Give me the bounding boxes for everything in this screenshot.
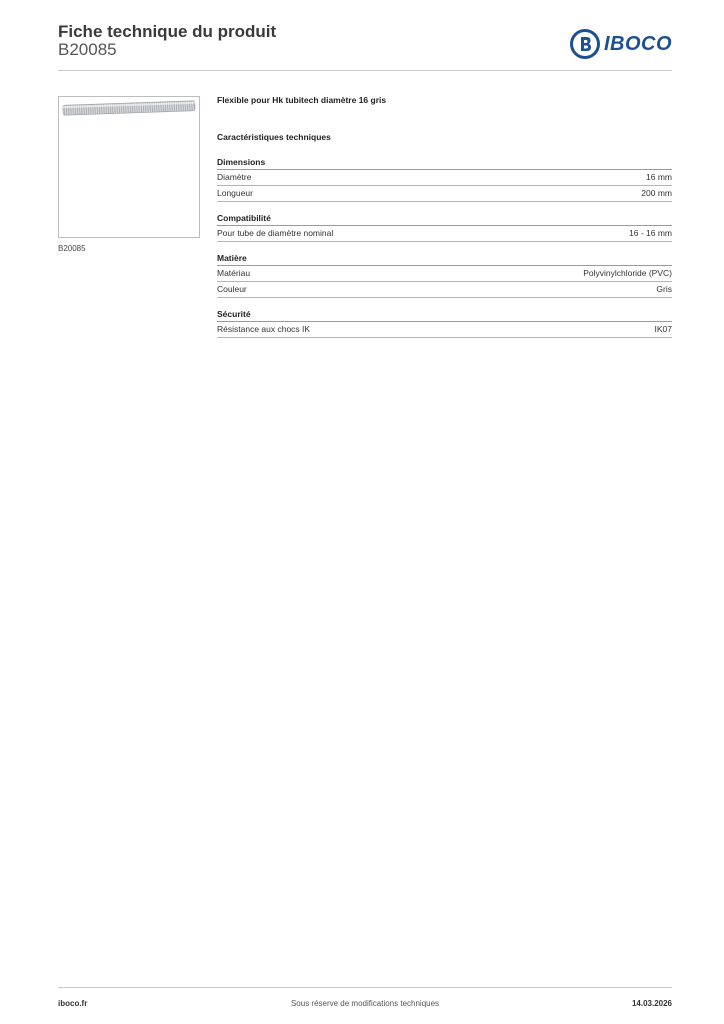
- spec-row: [217, 322, 672, 338]
- iboco-logo-icon: [570, 29, 600, 59]
- page-footer: [58, 987, 672, 1012]
- spec-value: IK07: [654, 324, 672, 334]
- group-title: Dimensions: [217, 157, 672, 170]
- page-title: Fiche technique du produit: [58, 22, 277, 41]
- footer-website: iboco.fr: [58, 999, 88, 1008]
- spec-row: [217, 282, 672, 298]
- product-code: B20085: [58, 40, 117, 59]
- spec-row: [217, 170, 672, 186]
- spec-row: [217, 186, 672, 202]
- group-material: [217, 253, 672, 298]
- spec-label: Longueur: [217, 188, 253, 198]
- section-title: Caractéristiques techniques: [217, 132, 331, 142]
- spec-value: 16 - 16 mm: [629, 228, 672, 238]
- logo-text: IBOCO: [603, 32, 672, 55]
- spec-label: Matériau: [217, 268, 251, 278]
- group-title: Matière: [217, 253, 672, 266]
- product-title: Flexible pour Hk tubitech diamètre 16 gris: [217, 95, 387, 105]
- spec-value: Gris: [656, 284, 672, 294]
- iboco-logo: [570, 28, 672, 60]
- spec-row: [217, 226, 672, 242]
- footer-date: 14.03.2026: [631, 999, 672, 1008]
- spec-label: Diamètre: [217, 172, 252, 182]
- group-safety: [217, 309, 672, 338]
- spec-row: [217, 266, 672, 282]
- flexible-tube-image: [59, 97, 199, 237]
- image-caption: B20085: [58, 244, 86, 253]
- product-image: [58, 96, 200, 238]
- page-header: [58, 22, 672, 71]
- group-title: Compatibilité: [217, 213, 672, 226]
- spec-label: Couleur: [217, 284, 247, 294]
- spec-label: Résistance aux chocs IK: [217, 324, 311, 334]
- spec-label: Pour tube de diamètre nominal: [217, 228, 334, 238]
- spec-value: 200 mm: [641, 188, 672, 198]
- spec-value: 16 mm: [646, 172, 672, 182]
- group-compatibility: [217, 213, 672, 242]
- footer-note: Sous réserve de modifications techniques: [290, 999, 440, 1008]
- group-dimensions: [217, 157, 672, 202]
- group-title: Sécurité: [217, 309, 672, 322]
- spec-content: [217, 95, 672, 349]
- spec-value: Polyvinylchloride (PVC): [583, 268, 672, 278]
